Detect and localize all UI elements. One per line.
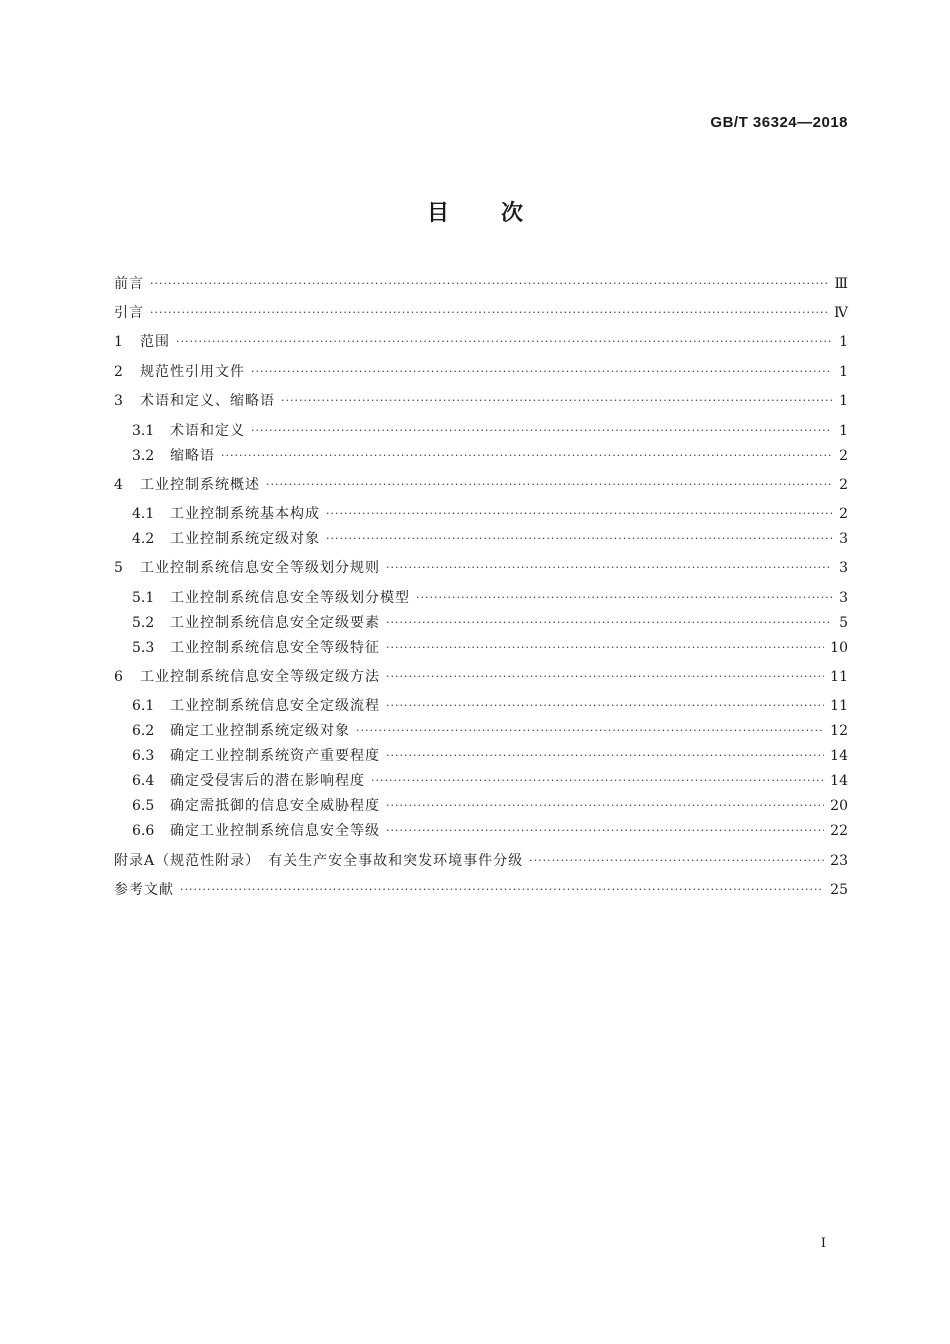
dot-leader — [529, 851, 824, 871]
toc-entry-label: 确定需抵御的信息安全威胁程度 — [170, 798, 380, 814]
toc-entry[interactable] — [114, 303, 848, 323]
toc-entry-number: 3.2 — [132, 448, 155, 464]
toc-entry-number: 5.1 — [132, 590, 155, 606]
toc-entry-label: 工业控制系统信息安全等级划分模型 — [170, 590, 410, 606]
dot-leader — [386, 696, 824, 716]
toc-entry[interactable] — [114, 332, 848, 352]
toc-entry-page: 14 — [830, 773, 848, 789]
toc-entry-number: 1 — [114, 334, 123, 350]
dot-leader — [386, 746, 824, 766]
toc-entry-number: 4 — [114, 477, 123, 493]
toc-entry-label: 工业控制系统信息安全等级特征 — [170, 640, 380, 656]
toc-entry[interactable] — [114, 667, 848, 687]
dot-leader — [150, 303, 828, 323]
toc-entry[interactable] — [114, 558, 848, 578]
toc-entry-number: 6.6 — [132, 823, 155, 839]
toc-entry[interactable] — [132, 821, 848, 841]
toc-entry-page: 1 — [839, 423, 848, 439]
toc-entry-page: 5 — [839, 615, 848, 631]
toc-entry[interactable] — [132, 746, 848, 766]
toc-entry[interactable] — [132, 638, 848, 658]
toc-entry-label: 工业控制系统信息安全定级要素 — [170, 615, 380, 631]
dot-leader — [386, 638, 824, 658]
toc-entry-number: 4.2 — [132, 531, 155, 547]
dot-leader — [251, 362, 832, 382]
toc-entry-page: 14 — [830, 748, 848, 764]
toc-entry-number: 5 — [114, 560, 123, 576]
toc-entry[interactable] — [114, 274, 848, 294]
dot-leader — [326, 529, 832, 549]
toc-entry-number: 6.3 — [132, 748, 155, 764]
toc-entry-label: 确定工业控制系统定级对象 — [170, 723, 350, 739]
toc-entry[interactable] — [132, 421, 848, 441]
dot-leader — [386, 796, 824, 816]
toc-entry-page: 2 — [839, 477, 848, 493]
toc-entry-label: 缩略语 — [170, 448, 215, 464]
toc-entry-page: 11 — [830, 698, 848, 714]
toc-entry-page: 12 — [830, 723, 848, 739]
toc-entry-page: 2 — [839, 448, 848, 464]
toc-entry-number: 6.1 — [132, 698, 155, 714]
toc-entry[interactable] — [132, 588, 848, 608]
page-number: Ⅰ — [820, 1236, 826, 1251]
dot-leader — [386, 558, 832, 578]
dot-leader — [266, 475, 832, 495]
toc-entry-number: 6.2 — [132, 723, 155, 739]
toc-entry-page: 23 — [830, 853, 848, 869]
toc-entry-number: 6 — [114, 669, 123, 685]
toc-entry[interactable] — [114, 851, 848, 871]
dot-leader — [371, 771, 824, 791]
toc-entry-page: 11 — [830, 669, 848, 685]
toc-entry[interactable] — [114, 391, 848, 411]
page-title: 目次 — [426, 201, 575, 226]
toc-entry[interactable] — [114, 362, 848, 382]
dot-leader — [176, 332, 832, 352]
toc-entry-page: 3 — [839, 531, 848, 547]
dot-leader — [356, 721, 824, 741]
toc-entry-page: 1 — [839, 334, 848, 350]
toc-entry-label: 工业控制系统信息安全等级定级方法 — [140, 669, 380, 685]
dot-leader — [386, 667, 824, 687]
dot-leader — [386, 613, 832, 633]
toc-entry-page: 2 — [839, 506, 848, 522]
toc-entry-page: Ⅲ — [834, 276, 848, 292]
toc-entry[interactable] — [132, 771, 848, 791]
toc-entry-number: 2 — [114, 364, 123, 380]
toc-entry-label: 确定工业控制系统信息安全等级 — [170, 823, 380, 839]
toc-entry-label: 术语和定义、缩略语 — [140, 393, 275, 409]
toc-entry-label: 确定受侵害后的潜在影响程度 — [170, 773, 365, 789]
toc-entry[interactable] — [132, 529, 848, 549]
dot-leader — [150, 274, 828, 294]
toc-entry[interactable] — [132, 721, 848, 741]
toc-entry-page: 1 — [839, 364, 848, 380]
toc-entry-label: 工业控制系统信息安全定级流程 — [170, 698, 380, 714]
toc-entry-page: 3 — [839, 560, 848, 576]
toc-entry-label: 工业控制系统信息安全等级划分规则 — [140, 560, 380, 576]
toc-entry-label: 确定工业控制系统资产重要程度 — [170, 748, 380, 764]
toc-entry[interactable] — [132, 696, 848, 716]
standard-code: GB/T 36324—2018 — [710, 114, 848, 131]
toc-entry-number: 4.1 — [132, 506, 155, 522]
dot-leader — [326, 504, 832, 524]
toc-entry-label: 工业控制系统概述 — [140, 477, 260, 493]
toc-entry-page: 10 — [830, 640, 848, 656]
toc-entry-page: Ⅳ — [834, 305, 848, 321]
toc-entry-number: 5.2 — [132, 615, 155, 631]
toc-entry-page: 25 — [830, 882, 848, 898]
toc-entry-label: 规范性引用文件 — [140, 364, 245, 380]
dot-leader — [416, 588, 832, 608]
toc-entry-label: 参考文献 — [114, 882, 174, 898]
dot-leader — [221, 446, 832, 466]
toc-entry-page: 1 — [839, 393, 848, 409]
toc-entry-number: 3 — [114, 393, 123, 409]
toc-entry-number: 3.1 — [132, 423, 155, 439]
toc-entry[interactable] — [114, 475, 848, 495]
toc-entry-page: 22 — [830, 823, 848, 839]
toc-entry-page: 20 — [830, 798, 848, 814]
toc-entry-label: 引言 — [114, 305, 144, 321]
toc-entry-label: 工业控制系统定级对象 — [170, 531, 320, 547]
toc-entry-label: 范围 — [140, 334, 170, 350]
toc-entry-label: 术语和定义 — [170, 423, 245, 439]
dot-leader — [251, 421, 832, 441]
toc-entry-number: 5.3 — [132, 640, 155, 656]
dot-leader — [281, 391, 832, 411]
toc-entry-number: 6.5 — [132, 798, 155, 814]
toc-entry-number: 6.4 — [132, 773, 155, 789]
toc-entry-label: 工业控制系统基本构成 — [170, 506, 320, 522]
toc-entry[interactable] — [132, 446, 848, 466]
toc-entry[interactable] — [132, 796, 848, 816]
toc-entry[interactable] — [132, 613, 848, 633]
dot-leader — [386, 821, 824, 841]
toc-entry[interactable] — [132, 504, 848, 524]
toc-entry[interactable] — [114, 880, 848, 900]
toc-entry-page: 3 — [839, 590, 848, 606]
dot-leader — [180, 880, 824, 900]
toc-entry-label: 前言 — [114, 276, 144, 292]
toc-entry-label: 附录A（规范性附录） 有关生产安全事故和突发环境事件分级 — [114, 853, 524, 869]
